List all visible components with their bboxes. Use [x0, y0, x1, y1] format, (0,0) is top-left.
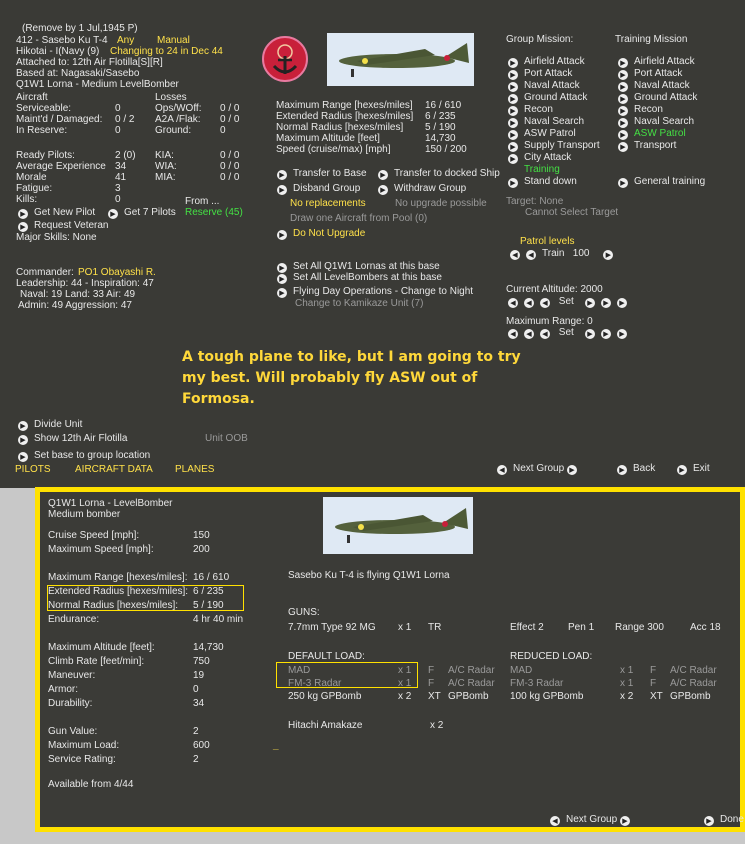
training-mission-item[interactable]	[618, 80, 690, 92]
aircraft-type: Q1W1 Lorna - Medium LevelBomber	[16, 79, 179, 90]
back-button[interactable]	[617, 463, 655, 475]
arrow-right-icon: ▶	[508, 154, 518, 164]
training-mission-item[interactable]	[618, 176, 705, 188]
flying-day-button[interactable]	[277, 286, 473, 298]
group-mission-label: Training	[524, 164, 560, 175]
engine-qty: x 2	[430, 720, 444, 731]
stat-value: 14,730	[193, 642, 224, 653]
stat-label: Endurance:	[48, 614, 100, 625]
group-mission-item[interactable]	[508, 152, 571, 164]
training-mission-label: Recon	[634, 104, 663, 115]
cannot-select-target: Cannot Select Target	[525, 207, 619, 218]
arrow-right-icon: ▶	[277, 288, 287, 298]
arrow-right-icon: ▶	[18, 435, 28, 445]
changing-size: Changing to 24 in Dec 44	[110, 46, 223, 57]
get-new-pilot-label: Get New Pilot	[34, 207, 96, 218]
training-mission-label: ASW Patrol	[634, 128, 686, 139]
arrow-right-icon: ▶	[508, 142, 518, 152]
group-mission-label: ASW Patrol	[524, 128, 576, 139]
kia-label: KIA:	[155, 150, 174, 161]
set-all-lornas-label: Set All Q1W1 Lornas at this base	[293, 261, 440, 272]
arrow-right-icon: ▶	[18, 222, 28, 232]
arrow-left-icon[interactable]: ◀	[508, 329, 518, 339]
wia-label: WIA:	[155, 161, 177, 172]
arrow-left-icon[interactable]: ◀	[510, 250, 520, 260]
group-mission-label: Ground Attack	[524, 92, 588, 103]
max-alt-value: 14,730	[425, 133, 456, 144]
back-label: Back	[633, 463, 656, 474]
major-skills: Major Skills: None	[16, 232, 97, 243]
radius-highlight-box	[47, 585, 244, 611]
a2a-value: 0 / 0	[220, 114, 240, 125]
stat-value: 150	[193, 530, 210, 541]
load-default-n: FM-3 Radar	[288, 678, 342, 689]
kamikaze-option: Change to Kamikaze Unit (7)	[295, 298, 424, 309]
group-mission-item[interactable]	[508, 92, 587, 104]
maint-label: Maint'd / Damaged:	[16, 114, 103, 125]
engine-name: Hitachi Amakaze	[288, 720, 363, 731]
tab-pilots[interactable]: PILOTS	[15, 464, 51, 475]
morale-value: 41	[115, 172, 127, 183]
morale-label: Morale	[16, 172, 47, 183]
arrow-right-icon: ▶	[378, 170, 388, 180]
request-veteran-button[interactable]	[18, 220, 109, 232]
training-mission-label: Port Attack	[634, 68, 683, 79]
training-mission-label: Airfield Attack	[634, 56, 695, 67]
ops-loss-value: 0 / 0	[220, 103, 240, 114]
load-default-t: A/C Radar	[448, 678, 495, 689]
load-reduced-t: GPBomb	[670, 691, 711, 702]
show-flotilla-button[interactable]	[18, 433, 127, 445]
stat-label: Extended Radius [hexes/miles]:	[48, 586, 189, 597]
group-mission-item[interactable]	[508, 68, 572, 80]
wia-value: 0 / 0	[220, 161, 240, 172]
removal-date: (Remove by 1 Jul,1945 P)	[22, 23, 138, 34]
stat-label: Armor:	[48, 684, 78, 695]
admin-aggression: Admin: 49 Aggression: 47	[18, 300, 132, 311]
aircraft-image	[323, 497, 473, 554]
gun-effect: Effect 2	[510, 622, 544, 633]
stat-value: 2	[193, 726, 199, 737]
arrow-right-icon[interactable]: ▶	[601, 329, 611, 339]
group-mission-label: Port Attack	[524, 68, 573, 79]
group-mission-label: Airfield Attack	[524, 56, 585, 67]
kia-value: 0 / 0	[220, 150, 240, 161]
group-mission-item[interactable]	[508, 116, 584, 128]
naval-land-air: Naval: 19 Land: 33 Air: 49	[20, 289, 136, 300]
gun-name: 7.7mm Type 92 MG	[288, 622, 376, 633]
next-group-button-2[interactable]	[550, 814, 636, 826]
reduced-load-header: REDUCED LOAD:	[510, 651, 593, 662]
aircraft-header: Aircraft	[16, 92, 48, 103]
arrow-left-icon[interactable]: ◀	[508, 298, 518, 308]
transfer-base-label: Transfer to Base	[293, 168, 367, 179]
group-mission-label: Naval Search	[524, 116, 585, 127]
arrow-right-icon: ▶	[618, 130, 628, 140]
stat-label: Climb Rate [feet/min]:	[48, 656, 145, 667]
arrow-right-icon: ▶	[508, 130, 518, 140]
show-flotilla-label: Show 12th Air Flotilla	[34, 433, 128, 444]
do-not-upgrade-button[interactable]	[277, 228, 365, 240]
divide-unit-label: Divide Unit	[34, 419, 83, 430]
gun-position: TR	[428, 622, 442, 633]
arrow-right-icon: ▶	[18, 452, 28, 462]
arrow-right-icon: ▶	[277, 274, 287, 284]
stat-value: 2	[193, 754, 199, 765]
arrow-right-icon: ▶	[108, 209, 118, 219]
stat-label: Normal Radius [hexes/miles]:	[48, 600, 179, 611]
unit-oob-link[interactable]: Unit OOB	[205, 433, 248, 444]
group-mission-label: Naval Attack	[524, 80, 580, 91]
load-highlight-box	[276, 662, 418, 688]
training-mission-label: Naval Attack	[634, 80, 690, 91]
training-mission-item[interactable]	[618, 68, 682, 80]
train-label: Train	[542, 248, 565, 259]
next-group-button[interactable]	[497, 463, 583, 475]
train-value: 100	[572, 248, 590, 259]
mia-value: 0 / 0	[220, 172, 240, 183]
arrow-right-icon: ▶	[618, 70, 628, 80]
arrow-right-icon: ▶	[508, 106, 518, 116]
fatigue-label: Fatigue:	[16, 183, 53, 194]
get-7-pilots-label: Get 7 Pilots	[124, 207, 176, 218]
arrow-right-icon[interactable]: ▶	[601, 298, 611, 308]
set-base-location-label: Set base to group location	[34, 450, 151, 461]
load-reduced-t: A/C Radar	[670, 665, 717, 676]
set-all-levelbombers-label: Set All LevelBombers at this base	[293, 272, 442, 283]
group-mission-item[interactable]	[508, 104, 553, 116]
transfer-base-button[interactable]	[277, 168, 367, 180]
patrol-levels-label: Patrol levels	[520, 236, 575, 247]
load-default-q: x 1	[398, 665, 412, 676]
flying-info: Sasebo Ku T-4 is flying Q1W1 Lorna	[288, 570, 450, 581]
arrow-right-icon: ▶	[508, 178, 518, 188]
arrow-right-icon: ▶	[508, 70, 518, 80]
arrow-right-icon: ▶	[617, 465, 627, 475]
arrow-right-icon: ▶	[18, 421, 28, 431]
training-mission-item[interactable]	[618, 140, 676, 152]
arrow-right-icon: ▶	[277, 263, 287, 273]
ready-pilots-value: 2 (0)	[115, 150, 136, 161]
arrow-right-icon: ▶	[618, 178, 628, 188]
stat-label: Maximum Speed [mph]:	[48, 544, 154, 555]
load-reduced-n: MAD	[510, 665, 533, 676]
arrow-left-icon[interactable]: ◀	[540, 329, 550, 339]
aircraft-subtitle: Medium bomber	[48, 509, 121, 520]
training-mission-label: General training	[634, 176, 706, 187]
losses-header: Losses	[155, 92, 187, 103]
ready-pilots-label: Ready Pilots:	[16, 150, 75, 161]
annotation-text: A tough plane to like, but I am going to try my best. Will probably fly ASW out of Formosa.	[182, 349, 521, 407]
arrow-right-icon: ▶	[618, 118, 628, 128]
stat-label: Maximum Range [hexes/miles]:	[48, 572, 188, 583]
avg-exp-label: Average Experience	[16, 161, 106, 172]
mia-label: MIA:	[155, 172, 176, 183]
commander-name[interactable]: PO1 Obayashi R.	[78, 267, 156, 278]
tab-aircraft-data[interactable]: AIRCRAFT DATA	[75, 464, 153, 475]
kills-label: Kills:	[16, 194, 38, 205]
withdraw-label: Withdraw Group	[394, 183, 467, 194]
tab-planes[interactable]: PLANES	[175, 464, 215, 475]
cursor-marker: _	[273, 740, 279, 751]
stat-value: 600	[193, 740, 210, 751]
divide-unit-button[interactable]	[18, 419, 82, 431]
available-from: Available from 4/44	[48, 779, 134, 790]
a2a-label: A2A /Flak:	[155, 114, 201, 125]
load-default-t: GPBomb	[448, 691, 489, 702]
training-mission-label: Naval Search	[634, 116, 695, 127]
range-control	[508, 327, 633, 339]
transfer-ship-label: Transfer to docked Ship	[394, 168, 500, 179]
arrow-right-icon: ▶	[508, 118, 518, 128]
unit-name: 412 - Sasebo Ku T-4	[16, 35, 108, 46]
stat-label: Durability:	[48, 698, 93, 709]
ext-radius-value: 6 / 235	[425, 111, 456, 122]
stat-value: 6 / 235	[193, 586, 224, 597]
load-default-q: x 1	[398, 678, 412, 689]
arrow-right-icon: ▶	[277, 230, 287, 240]
maximum-range-setting: Maximum Range: 0	[506, 316, 593, 327]
ground-loss-label: Ground:	[155, 125, 192, 136]
training-mission-header: Training Mission	[615, 34, 688, 45]
load-reduced-f: XT	[650, 691, 663, 702]
get-new-pilot-button[interactable]	[18, 207, 95, 219]
training-mission-item[interactable]	[618, 104, 663, 116]
group-mission-label: Stand down	[524, 176, 577, 187]
load-default-f: XT	[428, 691, 441, 702]
request-veteran-label: Request Veteran	[34, 220, 109, 231]
arrow-left-icon: ◀	[550, 816, 560, 826]
stat-value: 200	[193, 544, 210, 555]
stat-label: Maximum Altitude [feet]:	[48, 642, 155, 653]
group-mission-label: Supply Transport	[524, 140, 600, 151]
arrow-right-icon[interactable]: ▶	[585, 329, 595, 339]
aircraft-data-panel	[35, 487, 745, 832]
arrow-right-icon: ▶	[620, 816, 630, 826]
done-button[interactable]	[704, 814, 744, 826]
set-base-location-button[interactable]	[18, 450, 150, 462]
arrow-left-icon[interactable]: ◀	[524, 298, 534, 308]
maint-value: 0 / 2	[115, 114, 135, 125]
gun-qty: x 1	[398, 622, 412, 633]
arrow-right-icon: ▶	[277, 185, 287, 195]
training-mission-item[interactable]	[618, 128, 686, 140]
max-range-value: 16 / 610	[425, 100, 462, 111]
load-default-n: 250 kg GPBomb	[288, 691, 362, 702]
norm-radius-value: 5 / 190	[425, 122, 456, 133]
load-reduced-n: FM-3 Radar	[510, 678, 564, 689]
pilot-reserve: Reserve (45)	[185, 207, 243, 218]
stat-label: Maneuver:	[48, 670, 96, 681]
group-mission-item[interactable]	[508, 56, 585, 68]
aircraft-image	[327, 33, 474, 86]
load-reduced-q: x 1	[620, 665, 634, 676]
patrol-train-control	[510, 248, 619, 260]
attached-to: Attached to: 12th Air Flotilla[S][R]	[16, 57, 163, 68]
gun-pen: Pen 1	[568, 622, 595, 633]
withdraw-button[interactable]	[378, 183, 466, 195]
anchor-icon	[264, 38, 306, 80]
stat-label: Maximum Load:	[48, 740, 120, 751]
training-mission-item[interactable]	[618, 92, 697, 104]
arrow-right-icon: ▶	[618, 58, 628, 68]
load-default-t: A/C Radar	[448, 665, 495, 676]
ground-loss-value: 0	[220, 125, 226, 136]
group-mission-label: Recon	[524, 104, 553, 115]
arrow-right-icon: ▶	[618, 142, 628, 152]
done-label: Done	[720, 814, 744, 825]
gun-range: Range 300	[615, 622, 664, 633]
guns-header: GUNS:	[288, 607, 320, 618]
arrow-right-icon: ▶	[277, 170, 287, 180]
training-mission-label: Transport	[634, 140, 677, 151]
unit-emblem	[262, 36, 308, 82]
group-mission-item[interactable]	[508, 164, 560, 176]
load-reduced-f: F	[650, 665, 657, 676]
group-mission-item[interactable]	[508, 128, 576, 140]
disband-label: Disband Group	[293, 183, 361, 194]
arrow-right-icon: ▶	[378, 185, 388, 195]
aircraft-title: Q1W1 Lorna - LevelBomber	[48, 498, 173, 509]
training-mission-item[interactable]	[618, 56, 695, 68]
no-upgrade: No upgrade possible	[395, 198, 487, 209]
arrow-right-icon[interactable]: ▶	[603, 250, 613, 260]
transfer-ship-button[interactable]	[378, 168, 500, 180]
stat-value: 5 / 190	[193, 600, 224, 611]
current-altitude: Current Altitude: 2000	[506, 284, 603, 295]
speed-label: Speed (cruise/max) [mph]	[276, 144, 391, 155]
no-replacements: No replacements	[290, 198, 366, 209]
arrow-right-icon: ▶	[677, 465, 687, 475]
stat-label: Service Rating:	[48, 754, 116, 765]
load-default-q: x 2	[398, 691, 412, 702]
norm-radius-label: Normal Radius [hexes/miles]	[276, 122, 404, 133]
training-mission-label: Ground Attack	[634, 92, 698, 103]
group-mission-item[interactable]	[508, 80, 580, 92]
load-reduced-q: x 2	[620, 691, 634, 702]
max-alt-label: Maximum Altitude [feet]	[276, 133, 380, 144]
group-mission-item[interactable]	[508, 140, 600, 152]
exit-label: Exit	[693, 463, 710, 474]
load-default-n: MAD	[288, 665, 311, 676]
speed-value: 150 / 200	[425, 144, 467, 155]
arrow-left-icon[interactable]: ◀	[540, 298, 550, 308]
default-load-header: DEFAULT LOAD:	[288, 651, 365, 662]
arrow-right-icon: ▶	[567, 465, 577, 475]
group-mission-header: Group Mission:	[506, 34, 574, 45]
get-7-pilots-button[interactable]	[108, 207, 176, 219]
avg-exp-value: 34	[115, 161, 127, 172]
arrow-right-icon: ▶	[704, 816, 714, 826]
reserve-label: In Reserve:	[16, 125, 68, 136]
arrow-right-icon: ▶	[508, 58, 518, 68]
arrow-right-icon[interactable]: ▶	[585, 298, 595, 308]
ext-radius-label: Extended Radius [hexes/miles]	[276, 111, 414, 122]
serviceable-value: 0	[115, 103, 121, 114]
leadership: Leadership: 44 - Inspiration: 47	[16, 278, 154, 289]
unit-any: Any	[117, 35, 135, 46]
group-mission-label: City Attack	[524, 152, 572, 163]
do-not-upgrade-label: Do Not Upgrade	[293, 228, 366, 239]
load-default-f: F	[428, 665, 435, 676]
set-all-levelbombers-button[interactable]	[277, 272, 442, 284]
arrow-left-icon[interactable]: ◀	[526, 250, 536, 260]
ops-loss-label: Ops/WOff:	[155, 103, 202, 114]
reserve-value: 0	[115, 125, 121, 136]
stat-value: 4 hr 40 min	[193, 614, 244, 625]
stat-value: 750	[193, 656, 210, 667]
stat-label: Gun Value:	[48, 726, 98, 737]
exit-button[interactable]	[677, 463, 710, 475]
arrow-right-icon: ▶	[618, 82, 628, 92]
arrow-right-icon: ▶	[508, 94, 518, 104]
from-label: From ...	[185, 196, 220, 207]
load-reduced-n: 100 kg GPBomb	[510, 691, 584, 702]
arrow-left-icon[interactable]: ◀	[524, 329, 534, 339]
max-range-label: Maximum Range [hexes/miles]	[276, 100, 413, 111]
gun-accuracy: Acc 18	[690, 622, 721, 633]
arrow-right-icon[interactable]: ▶	[617, 298, 627, 308]
stat-label: Cruise Speed [mph]:	[48, 530, 140, 541]
load-reduced-t: A/C Radar	[670, 678, 717, 689]
target-label: Target: None	[506, 196, 564, 207]
hikotai: Hikotai - I(Navy (9)	[16, 46, 100, 57]
arrow-right-icon[interactable]: ▶	[617, 329, 627, 339]
altitude-control	[508, 296, 633, 308]
range-set-label[interactable]: Set	[558, 327, 574, 338]
training-mission-item[interactable]	[618, 116, 694, 128]
arrow-left-icon: ◀	[497, 465, 507, 475]
flying-day-label: Flying Day Operations - Change to Night	[293, 286, 474, 297]
arrow-right-icon: ▶	[618, 106, 628, 116]
load-reduced-q: x 1	[620, 678, 634, 689]
group-mission-item[interactable]	[508, 176, 577, 188]
serviceable-label: Serviceable:	[16, 103, 72, 114]
stat-value: 16 / 610	[193, 572, 230, 583]
load-reduced-f: F	[650, 678, 657, 689]
draw-one-aircraft: Draw one Aircraft from Pool (0)	[290, 213, 428, 224]
kills-value: 0	[115, 194, 121, 205]
altitude-set-label[interactable]: Set	[558, 296, 574, 307]
based-at: Based at: Nagasaki/Sasebo	[16, 68, 140, 79]
stat-value: 19	[193, 670, 205, 681]
commander-label: Commander:	[16, 267, 74, 278]
arrow-right-icon: ▶	[508, 82, 518, 92]
stat-value: 34	[193, 698, 205, 709]
arrow-right-icon: ▶	[618, 94, 628, 104]
stat-value: 0	[193, 684, 199, 695]
next-group-label-2: Next Group	[566, 814, 618, 825]
next-group-label: Next Group	[513, 463, 565, 474]
disband-button[interactable]	[277, 183, 360, 195]
fatigue-value: 3	[115, 183, 121, 194]
manual-label[interactable]: Manual	[157, 35, 190, 46]
load-default-f: F	[428, 678, 435, 689]
arrow-right-icon: ▶	[18, 209, 28, 219]
